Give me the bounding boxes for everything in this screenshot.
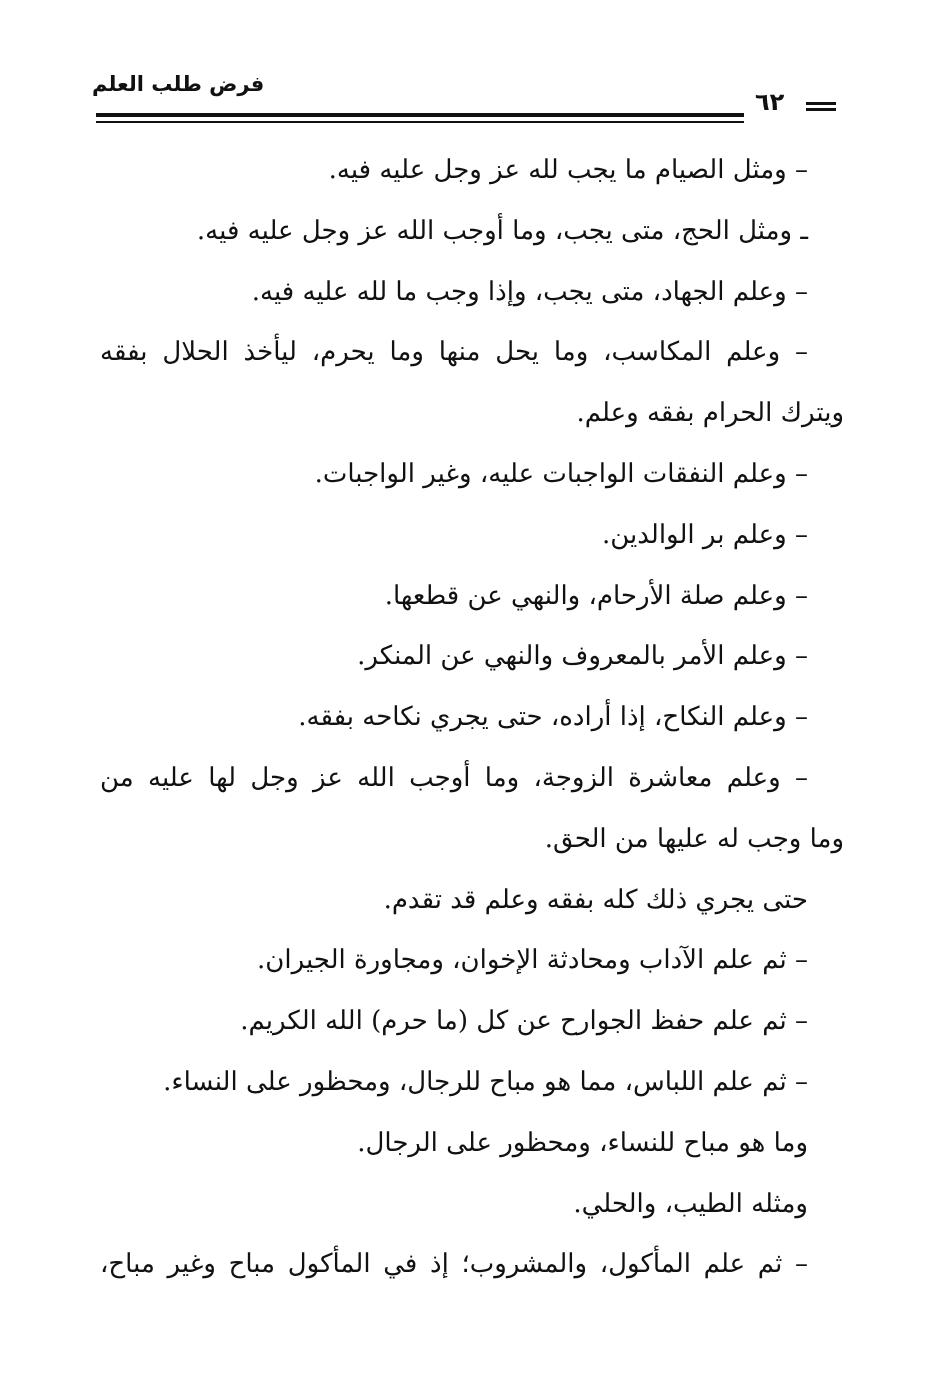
- header-rule-thick: [96, 113, 744, 117]
- header-rule-thin: [96, 121, 744, 123]
- text-line: – وعلم بر الوالدين.: [601, 519, 808, 550]
- page-number: ٦٢: [755, 88, 785, 116]
- text-line: – وعلم النفقات الواجبات عليه، وغير الواجبات.: [314, 458, 808, 489]
- text-line: – ومثل الصيام ما يجب لله عز وجل عليه فيه.: [328, 155, 808, 185]
- text-line: – وعلم معاشرة الزوجة، وما أوجب الله عز وجل لها عليه من: [100, 762, 808, 793]
- running-title: فرض طلب العلم: [92, 72, 265, 96]
- text-line: – ثم علم الآداب ومحادثة الإخوان، ومجاورة الجيران.: [257, 945, 808, 976]
- text-line: ومثله الطيب، والحلي.: [573, 1188, 808, 1219]
- text-line: – وعلم الجهاد، متى يجب، وإذا وجب ما لله عليه فيه.: [251, 276, 808, 307]
- text-line: وما هو مباح للنساء، ومحظور على الرجال.: [357, 1127, 808, 1158]
- text-line: – ثم علم حفظ الجوارح عن كل (ما حرم) الله الكريم.: [240, 1006, 808, 1037]
- text-line: ـ ومثل الحج، متى يجب، وما أوجب الله عز وجل عليه فيه.: [196, 215, 808, 246]
- text-line: وما وجب له عليها من الحق.: [544, 823, 844, 854]
- text-line: – وعلم الأمر بالمعروف والنهي عن المنكر.: [357, 641, 808, 672]
- text-line: – وعلم المكاسب، وما يحل منها وما يحرم، ليأخذ الحلال بفقه: [100, 337, 808, 368]
- text-line: – وعلم صلة الأرحام، والنهي عن قطعها.: [384, 580, 808, 611]
- text-line: حتى يجري ذلك كله بفقه وعلم قد تقدم.: [383, 884, 808, 915]
- page-number-dash: [806, 102, 836, 111]
- text-line: ويترك الحرام بفقه وعلم.: [576, 398, 844, 429]
- text-line: – ثم علم المأكول، والمشروب؛ إذ في المأكول مباح وغير مباح،: [100, 1249, 808, 1280]
- body-text: [100, 140, 844, 1295]
- text-line: – ثم علم اللباس، مما هو مباح للرجال، ومحظور على النساء.: [163, 1066, 808, 1097]
- text-line: – وعلم النكاح، إذا أراده، حتى يجري نكاحه بفقه.: [298, 702, 808, 733]
